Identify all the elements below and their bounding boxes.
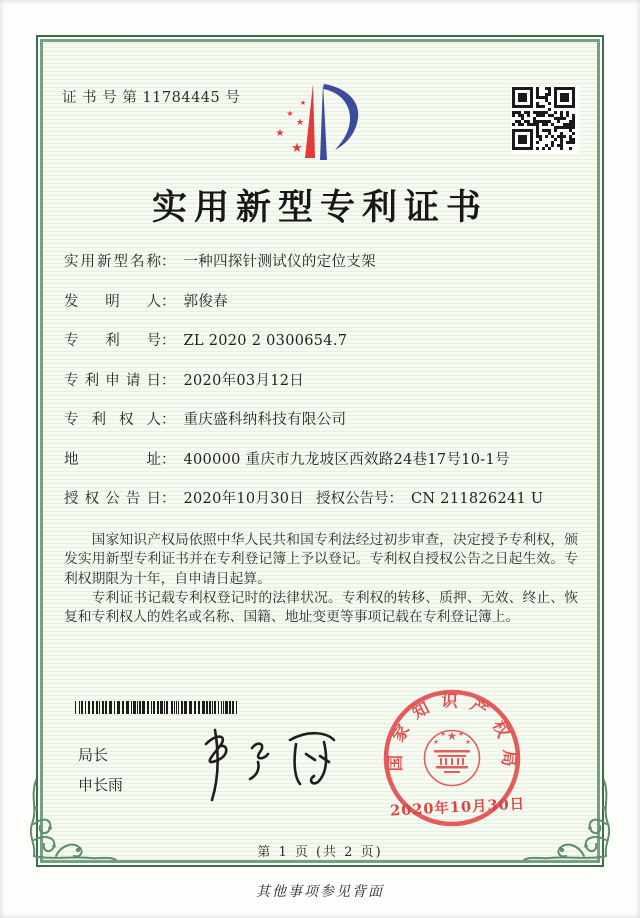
legal-paragraph-1: 国家知识产权局依照中华人民共和国专利法经过初步审查，决定授予专利权，颁发实用新型专利证书并在专利登记簿上予以登记。专利权自授权公告之日起生效。专利权期限为十年，自申请日起算。 [64,532,578,587]
field-value: 2020年10月30日 [183,491,305,507]
commissioner-name: 申长雨 [78,776,124,794]
field-row-name: 实用新型名称： 一种四探针测试仪的定位支架 [64,252,584,274]
field-row-inventor: 发明人： 郭俊春 [64,292,584,314]
svg-text:★: ★ [433,738,439,746]
svg-text:★: ★ [275,128,285,139]
certificate-fields [64,252,584,529]
field-label: 发明人 [64,293,161,310]
certificate-title: 实用新型专利证书 [151,187,488,228]
svg-text:★: ★ [465,738,471,746]
field-row-patentee: 专利权人： 重庆盛科纳科技有限公司 [64,410,584,432]
back-note: 其他事项参见背面 [256,884,384,900]
commissioner-title: 局长 [78,746,109,764]
svg-text:★: ★ [446,729,458,743]
field-value: 400000 重庆市九龙坡区西效路24巷17号10-1号 [183,451,510,468]
national-emblem-icon [425,729,480,786]
field-row-grant: 授权公告日： 2020年10月30日 授权公告号： CN 211826241 U [64,489,584,511]
field-label: 授权公告号 [316,491,389,507]
field-label: 地址 [64,451,161,468]
page-number: 第 1 页 (共 2 页) [257,845,383,860]
svg-text:★: ★ [440,730,446,738]
commissioner-signature [178,722,343,807]
barcode [75,699,240,718]
field-label: 专利申请日 [64,372,161,389]
seal-text: 国家知识产权局 [385,691,520,779]
svg-text:★: ★ [291,141,303,156]
cnipa-logo-icon [266,80,362,162]
svg-text:★: ★ [458,730,464,738]
field-value: 2020年03月12日 [183,372,305,389]
svg-text:★: ★ [295,118,305,128]
svg-text:★: ★ [286,109,294,118]
field-label: 授权公告日 [64,491,161,507]
legal-text [64,531,578,627]
field-label: 专利权人 [64,412,161,428]
floral-corner-ornament-left [26,778,118,862]
grant-number-pair: 授权公告号： CN 211826241 U [316,491,544,507]
field-row-address: 地址： 400000 重庆市九龙坡区西效路24巷17号10-1号 [64,450,584,472]
seal-date: 2020年10月30日 [389,795,526,820]
field-value: 郭俊春 [183,293,228,310]
floral-corner-ornament-right [522,778,614,862]
certificate-number: 证 书 号 第 11784445 号 [62,90,241,106]
field-value: ZL 2020 2 0300654.7 [183,333,348,349]
field-row-patent-number: 专利号： ZL 2020 2 0300654.7 [64,331,584,353]
svg-text:★: ★ [299,99,307,107]
field-value: 重庆盛科纳科技有限公司 [183,412,347,428]
field-value: 一种四探针测试仪的定位支架 [183,254,376,270]
legal-paragraph-2: 专利证书记载专利权登记时的法律状况。专利权的转移、质押、无效、终止、恢复和专利权人的姓名或名称、国籍、地址变更等事项记载在专利登记簿上。 [64,589,578,626]
qr-code [511,86,579,154]
field-value: CN 211826241 U [411,491,544,507]
field-label: 实用新型名称 [64,254,161,270]
field-label: 专利号 [64,333,161,349]
field-row-filing-date: 专利申请日： 2020年03月12日 [64,371,584,393]
